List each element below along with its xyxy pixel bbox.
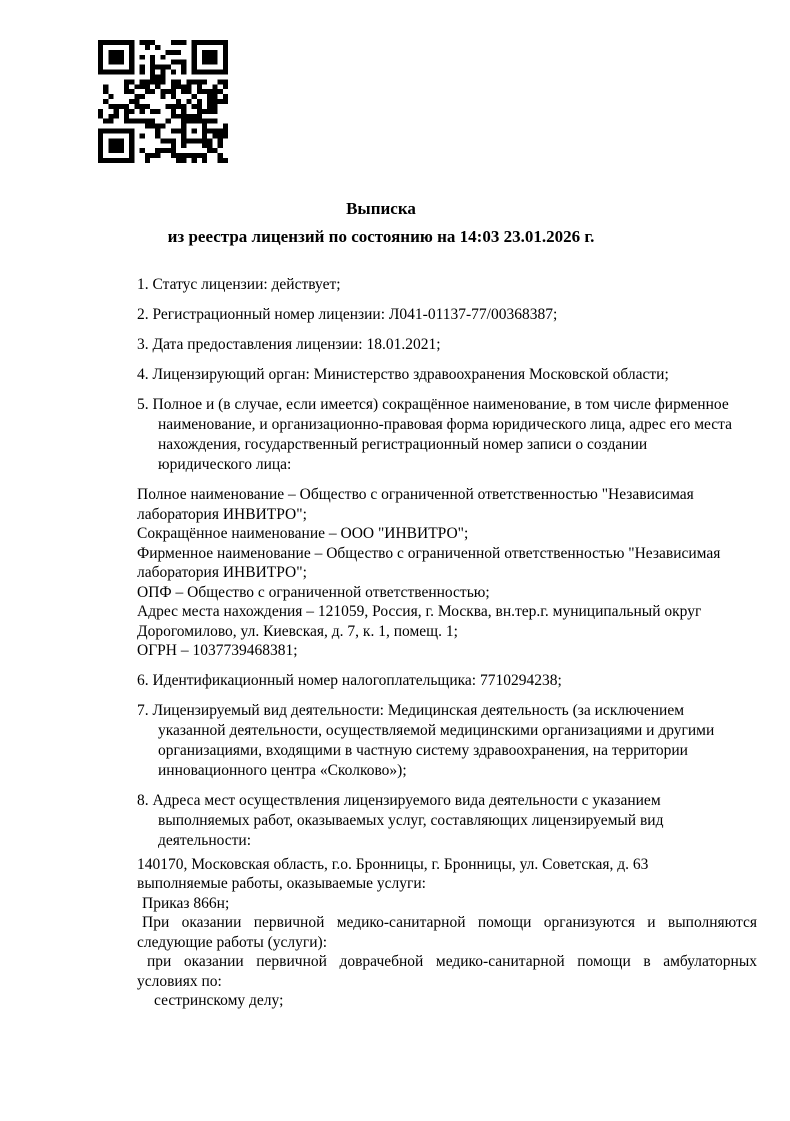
text-line: наименование, и организационно-правовая форма юридического лица, адрес его места (158, 416, 733, 433)
text-line: ОПФ – Общество с ограниченной ответственностью; (137, 583, 490, 601)
text-line: сестринскому делу; (154, 992, 284, 1009)
licensing-authority-item (137, 365, 757, 385)
text-line: Адрес места нахождения – 121059, Россия, г. Москва, вн.тер.г. муниципальный округ (137, 603, 702, 620)
document-body (137, 275, 757, 1011)
text-line: нахождения, государственный регистрационный номер записи о создании (158, 436, 648, 453)
text-line: при оказании первичной доврачебной медико-санитарной помощи в амбулаторных (147, 953, 757, 970)
text-line: Дорогомилово, ул. Киевская, д. 7, к. 1, помещ. 1; (137, 622, 458, 640)
text-line: выполняемые работы, оказываемые услуги: (137, 875, 426, 892)
text-line: 1. Статус лицензии: действует; (137, 276, 341, 293)
text-line: Приказ 866н; (142, 894, 230, 912)
qr-code-icon (98, 40, 228, 163)
document-title: Выписка (346, 199, 416, 218)
text-line: 140170, Московская область, г.о. Бронницы, г. Бронницы, ул. Советская, д. 63 (137, 855, 649, 873)
text-line: инновационного центра «Сколково»); (158, 761, 407, 779)
text-line: При оказании первичной медико-санитарной помощи организуются и выполняются (142, 914, 757, 931)
text-line: Сокращённое наименование – ООО "ИНВИТРО"; (137, 525, 469, 542)
text-line: выполняемых работ, оказываемых услуг, составляющих лицензируемый вид (158, 811, 664, 829)
text-line: указанной деятельности, осуществляемой медицинскими организациями и другими (158, 721, 715, 739)
addresses-intro-item (137, 791, 757, 851)
text-line: 3. Дата предоставления лицензии: 18.01.2021; (137, 336, 441, 353)
grant-date-item (137, 335, 757, 355)
text-line: 2. Регистрационный номер лицензии: Л041-01137-77/00368387; (137, 306, 558, 323)
taxpayer-id-item (137, 671, 757, 691)
text-line: организациями, входящими в частную систему здравоохранения, на территории (158, 741, 688, 759)
organization-details-block (137, 485, 757, 661)
registration-number-item (137, 305, 757, 325)
text-line: юридического лица: (158, 456, 292, 473)
text-line: 4. Лицензирующий орган: Министерство здравоохранения Московской области; (137, 366, 669, 383)
text-line: ОГРН – 1037739468381; (137, 642, 298, 659)
text-line: условиях по: (137, 972, 222, 990)
text-line: Фирменное наименование – Общество с ограниченной ответственностью "Независимая (137, 544, 721, 562)
text-line: Полное наименование – Общество с ограниченной ответственностью "Независимая (137, 486, 694, 503)
licensed-activity-item (137, 701, 757, 781)
text-line: лаборатория ИНВИТРО"; (137, 505, 307, 523)
text-line: лаборатория ИНВИТРО"; (137, 564, 307, 581)
address-works-block (137, 855, 757, 1011)
organization-name-intro-item (137, 395, 757, 475)
text-line: 7. Лицензируемый вид деятельности: Медицинская деятельность (за исключением (137, 701, 685, 719)
text-line: деятельности: (158, 831, 252, 849)
document-subtitle: из реестра лицензий по состоянию на 14:03 23.01.2026 г. (167, 227, 595, 246)
text-line: следующие работы (услуги): (137, 933, 328, 951)
document-heading (137, 199, 757, 247)
text-line: 8. Адреса мест осуществления лицензируемого вида деятельности с указанием (137, 791, 661, 809)
text-line: 5. Полное и (в случае, если имеется) сокращённое наименование, в том числе фирменное (137, 396, 729, 413)
qr-code (98, 40, 228, 163)
license-status-item (137, 275, 757, 295)
text-line: 6. Идентификационный номер налогоплательщика: 7710294238; (137, 671, 562, 689)
